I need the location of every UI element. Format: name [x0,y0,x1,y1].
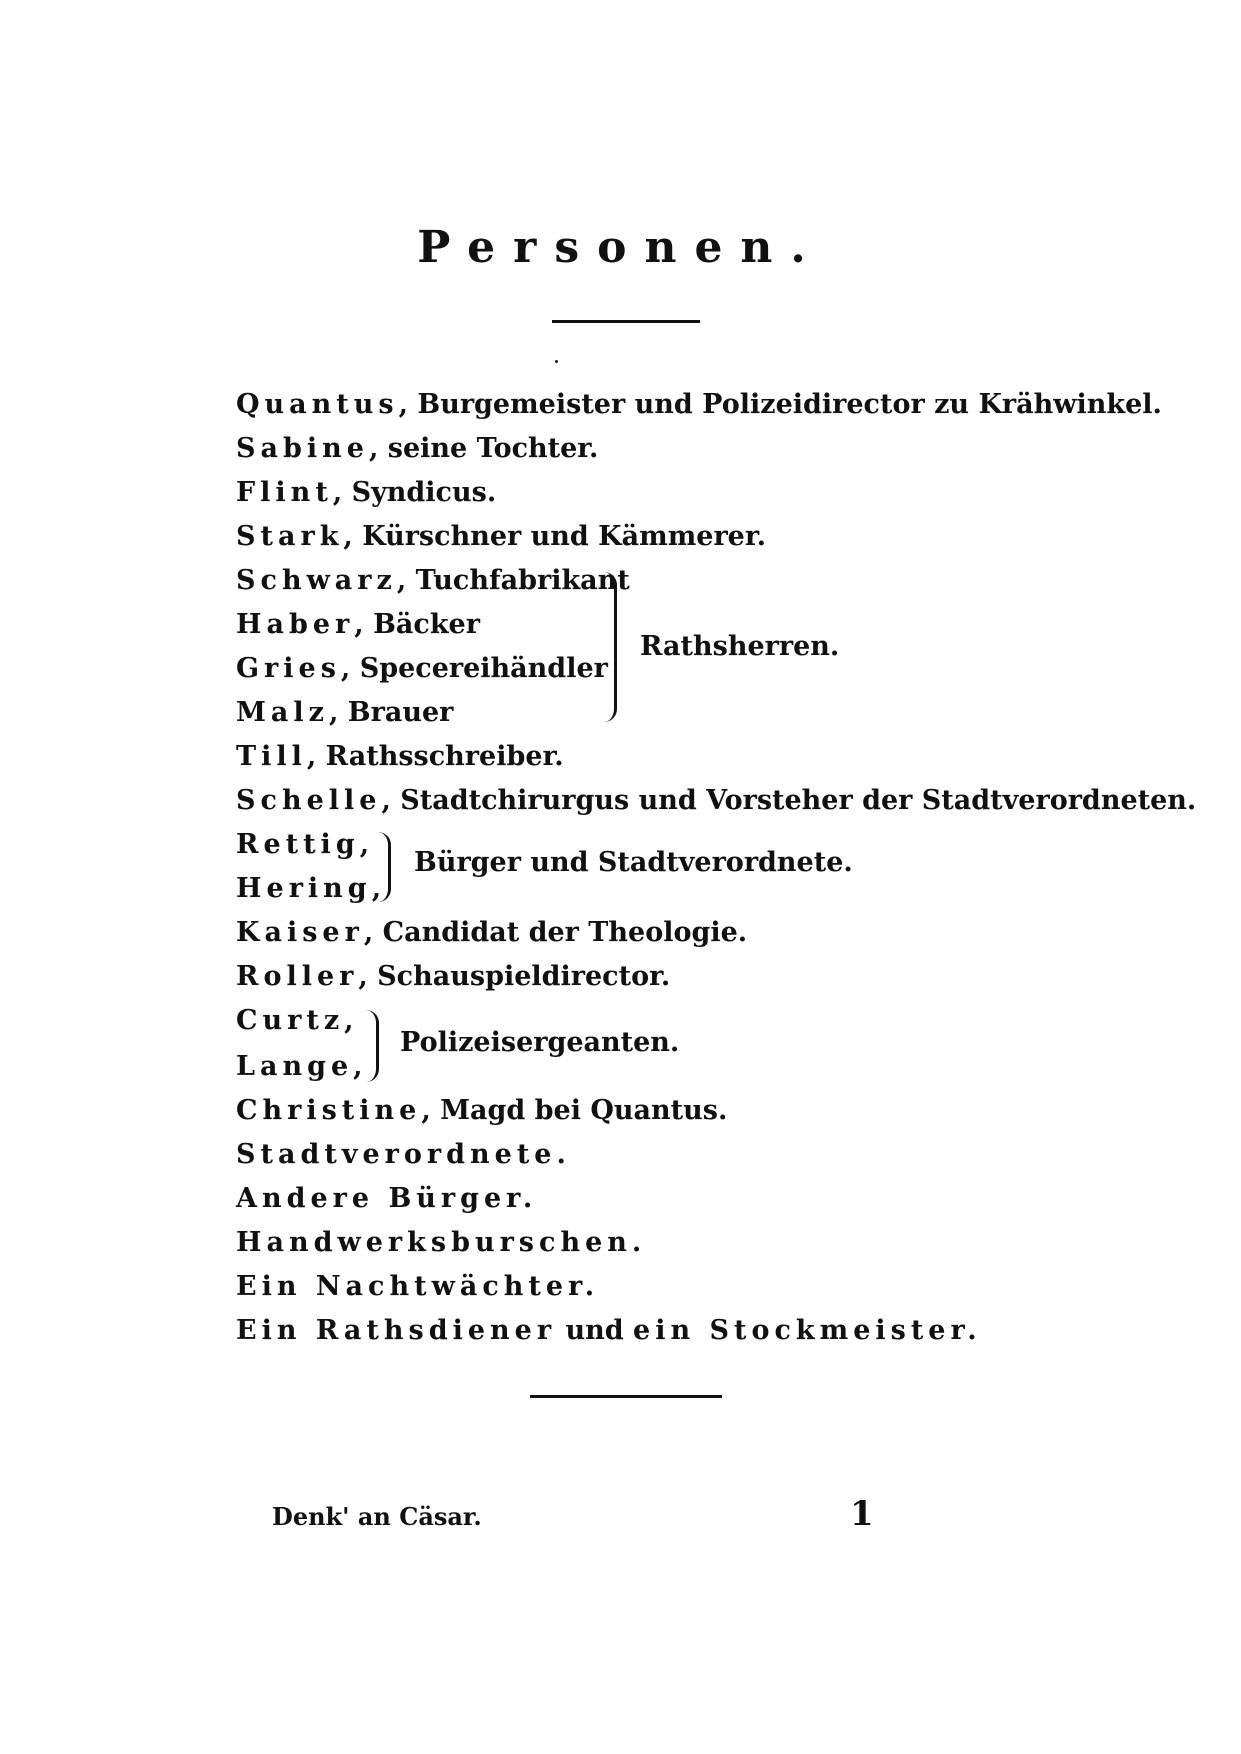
list-item [236,520,766,554]
last-line-part3: ein Stockmeister. [633,1315,982,1346]
character-desc: , [344,1005,354,1036]
page-title: Personen. [417,222,824,273]
title-divider [552,320,700,323]
list-item [236,828,369,862]
character-name: Haber [236,609,355,640]
character-name: Sabine [236,433,369,464]
list-item-extra: Ein Nachtwächter. [236,1271,600,1302]
character-desc: , Kürschner und Kämmerer. [343,521,767,552]
list-item [236,1094,727,1128]
character-desc: , Bäcker [354,609,480,640]
character-desc: , Brauer [328,697,454,728]
character-name: Christine [236,1095,422,1126]
character-name: Till [236,741,307,772]
footer-signature: Denk' an Cäsar. [272,1502,482,1531]
character-desc: , Rathsschreiber. [306,741,564,772]
character-name: Lange [236,1051,354,1082]
character-desc: , Stadtchirurgus und Vorsteher der Stadtverordneten. [381,785,1197,816]
list-item [236,1050,363,1084]
character-name: Curtz [236,1005,345,1036]
group-label-buerger: Bürger und Stadtverordnete. [414,847,853,878]
page-number: 1 [850,1494,874,1534]
character-desc: , Burgemeister und Polizeidirector zu Krähwinkel. [398,389,1162,420]
brace-buerger [378,832,391,902]
group-label-rathsherren: Rathsherren. [640,631,840,662]
character-name: Quantus [236,389,399,420]
brace-rathsherren [604,572,617,722]
character-desc: , Magd bei Quantus. [421,1095,728,1126]
list-item-extra [236,1314,982,1348]
character-name: Schelle [236,785,382,816]
character-desc: , Tuchfabrikant [396,565,630,596]
list-item [236,388,1162,422]
brace-polizei [366,1010,379,1082]
list-item-extra: Andere Bürger. [236,1183,538,1214]
list-item [236,916,747,950]
character-name: Hering [236,873,372,904]
character-name: Rettig [236,829,360,860]
character-desc: , Syndicus. [332,477,497,508]
list-item [236,1004,354,1038]
list-item [236,784,1196,818]
bottom-divider [530,1395,722,1398]
character-name: Roller [236,961,359,992]
character-name: Schwarz [236,565,397,596]
character-name: Gries [236,653,341,684]
list-item [236,652,608,686]
list-item-extra: Handwerksburschen. [236,1227,647,1258]
list-item [236,872,381,906]
character-desc: , Schauspieldirector. [358,961,671,992]
character-desc: , [371,873,382,904]
group-label-polizei: Polizeisergeanten. [400,1027,680,1058]
character-desc: , Candidat der Theologie. [363,917,748,948]
list-item [236,476,496,510]
list-item [236,564,630,598]
character-name: Flint [236,477,333,508]
list-item [236,740,564,774]
character-desc: , [353,1051,363,1082]
character-name: Malz [236,697,329,728]
list-item [236,960,670,994]
character-name: Kaiser [236,917,364,948]
last-line-part1: Ein Rathsdiener [236,1315,557,1346]
character-desc: , [359,829,370,860]
list-item [236,696,453,730]
list-item [236,608,480,642]
last-line-part2: und [556,1315,634,1346]
character-desc: , seine Tochter. [368,433,599,464]
list-item [236,432,598,466]
speck-dot [555,360,558,363]
list-item-extra: Stadtverordnete. [236,1139,571,1170]
character-name: Stark [236,521,344,552]
character-desc: , Specereihändler [340,653,608,684]
